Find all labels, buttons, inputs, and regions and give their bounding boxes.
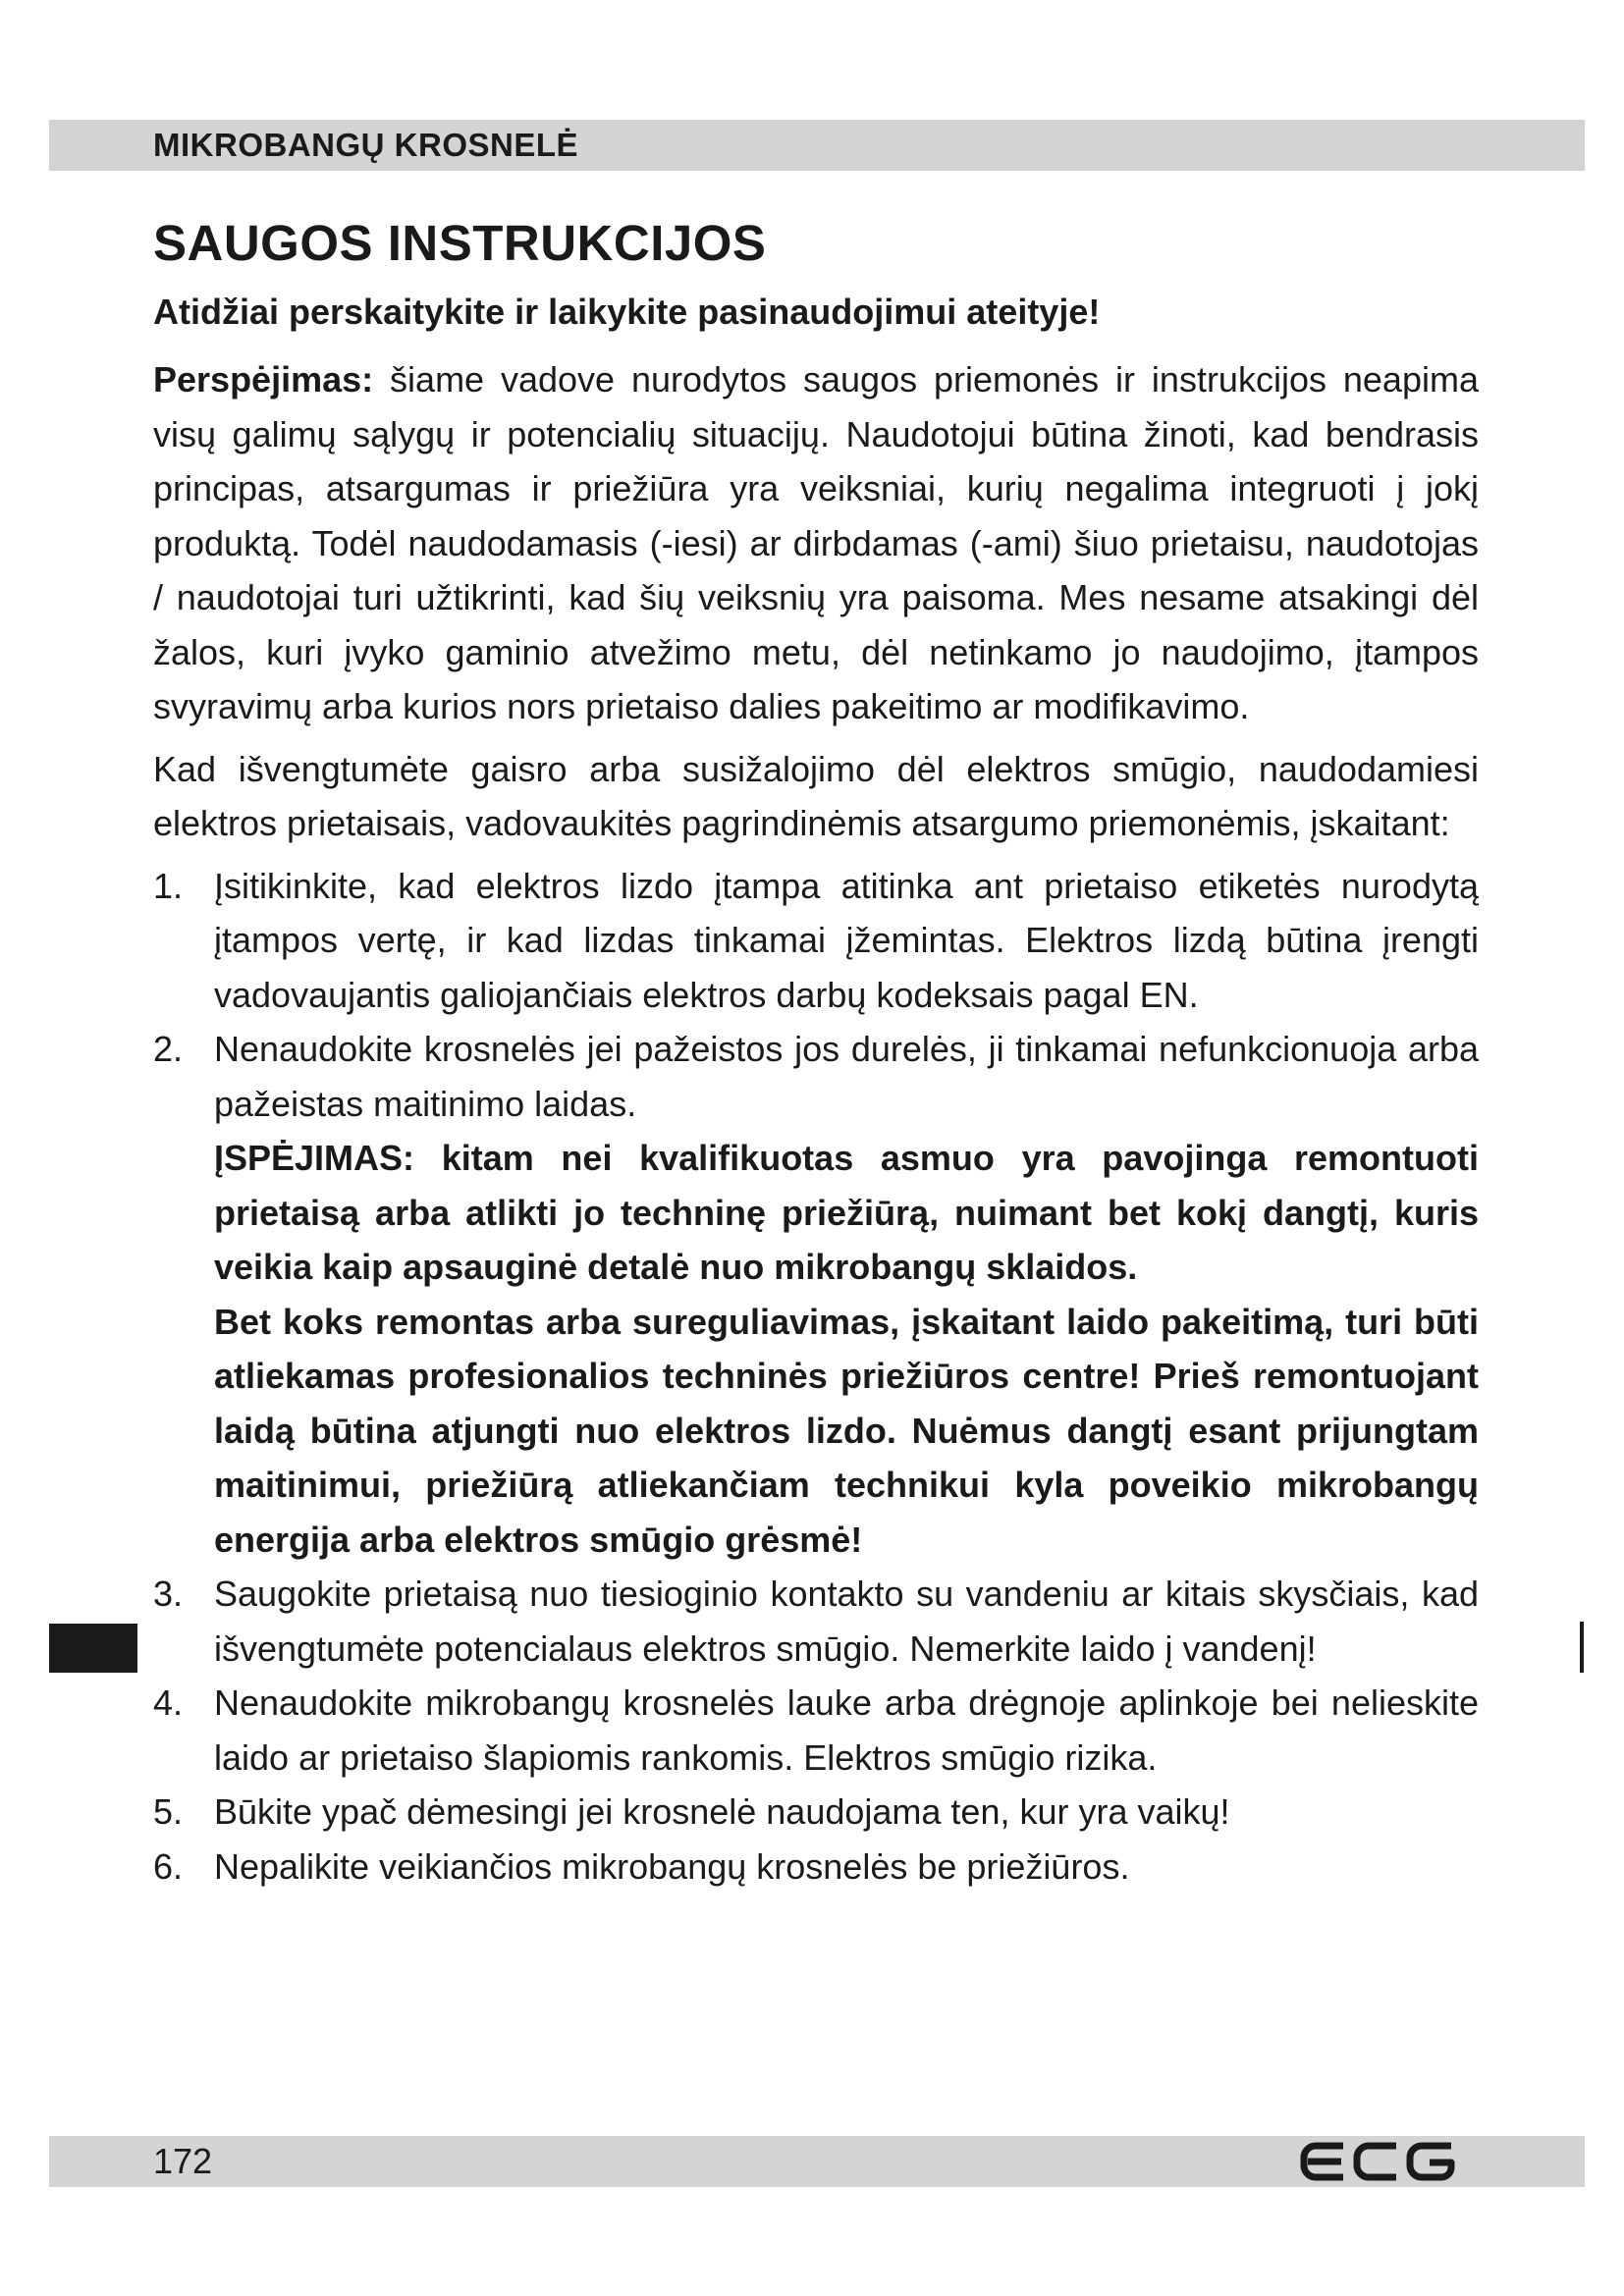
intro-paragraph: Kad išvengtumėte gaisro arba susižalojimo dėl elektros smūgio, naudodamiesi elektros prietaisais, vadovaukitės pagrindinėmis atsargumo priemonėmis, įskaitant: <box>153 748 1479 843</box>
warning-lead: Perspėjimas: <box>153 359 374 400</box>
repair-warning: Bet koks remontas arba sureguliavimas, įskaitant laido pakeitimą, turi būti atliekamas profesionalios techninės priežiūros centre! Prieš remontuojant laidą būtina atjungti nuo elektros lizdo. Nuėmus dangtį esant prijungtam maitinimui, priežiūrą atliekančiam technikui kyla poveikio mikrobangų energija arba elektros smūgio grėsmė! <box>214 1301 1479 1560</box>
list-text: Saugokite prietaisą nuo tiesioginio kontakto su vandeniu ar kitais skysčiais, kad išvengtumėte potencialaus elektros smūgio. Nemerkite laido į vandenį! <box>214 1574 1479 1669</box>
list-number: 4. <box>153 1682 184 1723</box>
list-item <box>153 859 1479 1023</box>
page-content <box>153 214 1479 1894</box>
list-number: 6. <box>153 1845 184 1887</box>
page-subtitle: Atidžiai perskaitykite ir laikykite pasinaudojimui ateityje! <box>153 292 1101 332</box>
list-text: Būkite ypač dėmesingi jei krosnelė naudojama ten, kur yra vaikų! <box>214 1791 1230 1832</box>
list-item <box>153 1567 1479 1676</box>
list-item <box>153 1785 1479 1840</box>
section-tab-marker <box>49 1624 137 1673</box>
list-text: Įsitikinkite, kad elektros lizdo įtampa atitinka ant prietaiso etiketės nurodytą įtampos vertę, ir kad lizdas tinkamai įžemintas. Elektros lizdą būtina įrengti vadovaujantis galiojančiais elektros darbų kodeksais pagal EN. <box>214 865 1479 1015</box>
list-text: Nepalikite veikiančios mikrobangų krosnelės be priežiūros. <box>214 1845 1130 1887</box>
ecg-logo <box>1298 2140 1459 2183</box>
list-text: Nenaudokite mikrobangų krosnelės lauke arba drėgnoje aplinkoje bei nelieskite laido ar prietaiso šlapiomis rankomis. Elektros smūgio rizika. <box>214 1682 1479 1778</box>
list-number: 3. <box>153 1574 184 1614</box>
footer-band <box>49 2136 1585 2187</box>
list-item <box>153 1022 1479 1567</box>
warning-text: šiame vadove nurodytos saugos priemonės ir instrukcijos neapima visų galimų sąlygų ir potencialių situacijų. Naudotojui būtina žinoti, kad bendrasis principas, atsargumas ir priežiūra yra veiksniai, kurių negalima integruoti į jokį produktą. Todėl naudodamasis (-iesi) ar dirbdamas (-ami) šiuo prietaisu, naudotojas / naudotojai turi užtikrinti, kad šių veiksnių yra paisoma. Mes nesame atsakingi dėl žalos, kuri įvyko gaminio atvežimo metu, dėl netinkamo jo naudojimo, įtampos svyravimų arba kurios nors prietaiso dalies pakeitimo ar modifikavimo. <box>153 359 1479 726</box>
page-number: 172 <box>153 2141 213 2181</box>
edge-marker <box>1580 1622 1584 1673</box>
page-title: SAUGOS INSTRUKCIJOS <box>153 215 767 271</box>
list-number: 2. <box>153 1029 184 1069</box>
safety-list <box>153 859 1479 1895</box>
warning-paragraph <box>153 352 1479 734</box>
list-number: 5. <box>153 1791 184 1832</box>
list-item <box>153 1840 1479 1895</box>
header-band <box>49 120 1585 171</box>
list-number: 1. <box>153 865 184 906</box>
running-header: MIKROBANGŲ KROSNELĖ <box>153 127 579 163</box>
list-text: Nenaudokite krosnelės jei pažeistos jos durelės, ji tinkamai nefunkcionuoja arba pažeistas maitinimo laidas. <box>214 1029 1479 1124</box>
service-warning: ĮSPĖJIMAS: kitam nei kvalifikuotas asmuo yra pavojinga remontuoti prietaisą arba atlikti jo techninę priežiūrą, nuimant bet kokį dangtį, kuris veikia kaip apsauginė detalė nuo mikrobangų sklaidos. <box>214 1138 1479 1287</box>
list-item <box>153 1676 1479 1785</box>
